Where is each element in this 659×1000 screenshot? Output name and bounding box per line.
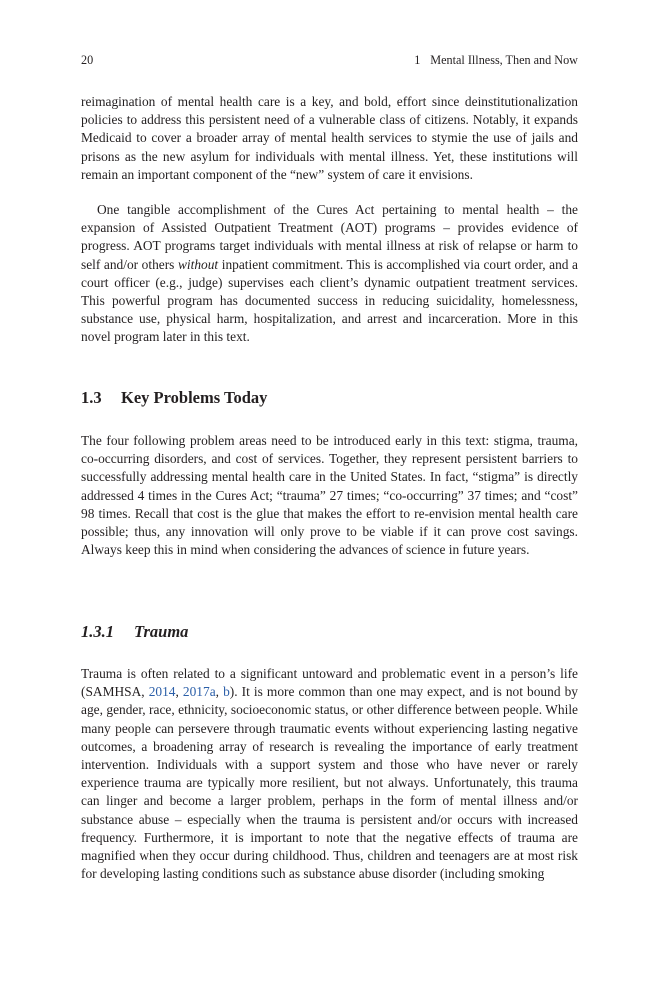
text-run: inpatient commitment. This is accomplished via court order, and a court officer (e.g., judge) supervises each client’s dynamic outpatient treatment services. This powerful program has documented success in reducing suicidality, homelessness, substance use, physical harm, hospitalization, and arrest and incarceration. More in this novel program later in this text. [81, 256, 579, 345]
paragraph-text [81, 665, 578, 883]
citation-link-2017a[interactable]: 2017a [182, 684, 216, 700]
paragraph-text [81, 201, 578, 347]
section-heading [81, 388, 267, 408]
subsection-heading [81, 622, 188, 642]
text-run: , [215, 684, 224, 700]
paragraph-key-problems [81, 432, 578, 559]
paragraph-trauma [81, 665, 578, 883]
text-run: Trauma is often related to a significant untoward and problematic event in a person’s life (SAMHSA, [81, 666, 578, 700]
text-run: ). It is more common than one may expect, and is not bound by age, gender, race, ethnicity, socioeconomic status, or other difference between people. While many people can persevere through traumatic events without experiencing lasting negative outcomes, a broadening array of research is revealing the importance of early treatment intervention. Individuals with a support system and those who have never or rarely experience trauma are typically more resilient, but not always. Unfortunately, this trauma can linger and become a larger problem, perhaps in the form of mental illness and/or substance abuse – especially when the trauma is persistent and/or occurs with increased frequency. Furthermore, it is important to note that the negative effects of trauma are magnified when they occur during childhood. Thus, children and teenagers are at most risk for developing lasting conditions such as substance abuse disorder (including smoking [81, 684, 578, 882]
chapter-title: Mental Illness, Then and Now [430, 53, 578, 67]
text-run: One tangible accomplishment of the Cures Act pertaining to mental health – the expansion of Assisted Outpatient Treatment (AOT) programs – provides evidence of progress. AOT programs target individuals with mental illness at risk of relapse or harm to self and/or others [81, 202, 578, 272]
subsection-title: Trauma [134, 622, 189, 641]
citation-link-b[interactable]: b [223, 684, 230, 700]
section-title: Key Problems Today [121, 388, 268, 407]
paragraph-continued [81, 93, 578, 184]
page-number: 20 [81, 53, 94, 67]
paragraph-aot [81, 201, 578, 347]
paragraph-text: reimagination of mental health care is a key, and bold, effort since deinstitutionalization policies to address this persistent need of a vulnerable class of citizens. Notably, it expands Medicaid to cover a broader array of mental health services to stymie the use of jails and prisons as the new asylum for individuals with mental illness. Yet, these institutions will remain an important component of the “new” system of care it envisions. [81, 94, 578, 182]
paragraph-text: The four following problem areas need to be introduced early in this text: stigma, trauma, co-occurring disorders, and cost of services. Together, they represent persistent barriers to successfully addressing mental health care in the United States. In fact, “stigma” is directly addressed 4 times in the Cures Act; “trauma” 27 times; “co-occurring” 37 times; and “cost” 98 times. Recall that cost is the glue that makes the effort to re-envision mental health care possible; thus, any innovation will only prove to be viable if it can prove cost savings. Always keep this in mind when considering the advances of science in future years. [81, 433, 578, 558]
chapter-number: 1 [414, 53, 421, 67]
text-run: , [175, 684, 183, 700]
section-number: 1.3 [81, 388, 102, 407]
subsection-number: 1.3.1 [81, 622, 114, 641]
chapter-running-title [414, 52, 578, 68]
emphasis-text: without [177, 256, 219, 272]
citation-link-2014[interactable]: 2014 [148, 684, 176, 700]
